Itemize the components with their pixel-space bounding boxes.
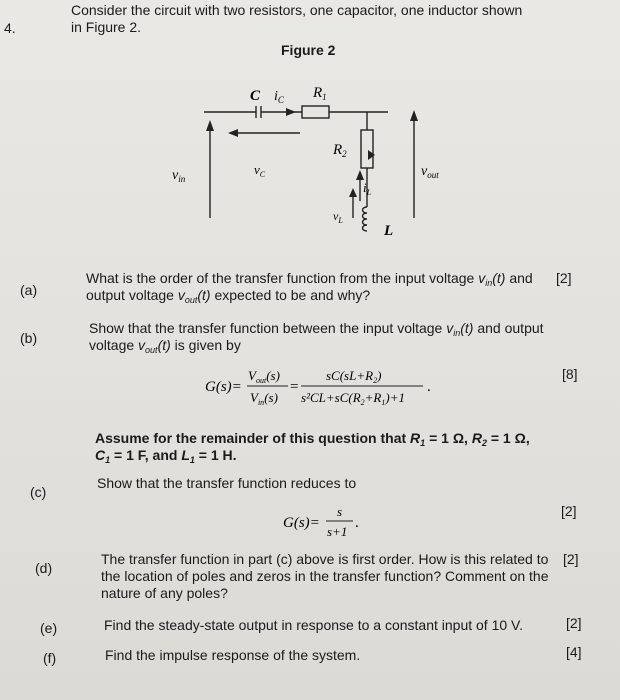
label-l: L (384, 223, 394, 239)
part-b-marks: [8] (562, 366, 578, 382)
eq-c-dot: . (355, 515, 359, 531)
part-a-line-2: output voltage $v_{out}(t)$ expected to be and why? (86, 287, 371, 305)
label-vout: $v_{out}$ (421, 164, 439, 180)
intro-line-2: in Figure 2. (71, 19, 142, 35)
circuit-diagram (0, 0, 620, 260)
part-b-line-2: voltage $v_{out}(t)$ is given by (89, 337, 241, 355)
assume-line-1: Assume for the remainder of this question that $R_1 = 1$ Ω, $R_2 = 1$ Ω, (95, 430, 530, 448)
eq-b-rhs-den: $s^2CL+sC(R_2+R_1)+1$ (301, 390, 405, 407)
vl-arrowhead (349, 188, 357, 197)
part-e-label: (e) (40, 620, 58, 636)
part-f-marks: [4] (566, 644, 582, 660)
label-r1: $R_1$ (313, 85, 327, 102)
part-b-line-1: Show that the transfer function between the input voltage $v_{in}(t)$ and output (89, 320, 544, 338)
vout-arrowhead (410, 110, 418, 121)
label-il: $i_L$ (363, 180, 372, 197)
eq-b-lhs: G(s)= (205, 379, 242, 395)
part-b-equation (205, 362, 505, 412)
inductor-l (363, 207, 368, 231)
label-c: C (250, 88, 261, 104)
part-d-line-1: The transfer function in part (c) above is first order. How is this related to (101, 551, 549, 567)
part-d-marks: [2] (563, 551, 579, 567)
part-a-label: (a) (20, 282, 38, 298)
part-b-label: (b) (20, 330, 38, 346)
part-d-line-2: the location of poles and zeros in the transfer function? Comment on the (101, 568, 549, 584)
eq-b-mid-num: $V_{out}(s)$ (248, 368, 280, 385)
eq-b-mid-den: $V_{in}(s)$ (250, 390, 278, 407)
part-a-marks: [2] (556, 270, 572, 286)
eq-b-equals: = (290, 379, 299, 395)
figure-title: Figure 2 (281, 42, 336, 58)
part-f-label: (f) (43, 650, 57, 666)
part-d-line-3: nature of any poles? (101, 585, 228, 601)
part-e-marks: [2] (566, 615, 582, 631)
intro-line-1: Consider the circuit with two resistors, one capacitor, one inductor shown (71, 2, 523, 18)
resistor-r1 (302, 106, 329, 118)
label-vl: $v_L$ (333, 209, 343, 225)
assume-line-2: $C_1 = 1$ F, and $L_1 = 1$ H. (95, 447, 237, 465)
eq-b-rhs-num: $sC(sL+R_2)$ (326, 368, 382, 385)
eq-b-dot: . (427, 379, 431, 395)
label-ic: $i_C$ (274, 89, 284, 105)
part-c-marks: [2] (561, 503, 577, 519)
ic-arrowhead (286, 108, 296, 116)
question-number: 4. (4, 20, 16, 36)
part-c-equation (283, 502, 403, 544)
part-d-label: (d) (35, 560, 53, 576)
vc-arrowhead (228, 129, 238, 137)
part-a-line-1: What is the order of the transfer function from the input voltage $v_{in}(t)$ and (86, 270, 533, 288)
resistor-r2 (361, 130, 373, 168)
il-arrowhead (356, 170, 364, 180)
part-c-label: (c) (30, 484, 47, 500)
eq-c-den: s+1 (327, 524, 348, 539)
part-c-text: Show that the transfer function reduces to (97, 475, 357, 491)
r2-arrowhead (368, 150, 375, 160)
label-r2: $R_2$ (333, 142, 347, 159)
label-vc: $v_C$ (254, 162, 266, 179)
label-vin: $v_{in}$ (172, 168, 186, 184)
eq-c-lhs: G(s)= (283, 515, 320, 531)
eq-c-num: s (337, 504, 343, 519)
part-e-text: Find the steady-state output in response to a constant input of 10 V. (104, 617, 523, 633)
part-f-text: Find the impulse response of the system. (105, 647, 361, 663)
vin-arrowhead (206, 120, 214, 131)
